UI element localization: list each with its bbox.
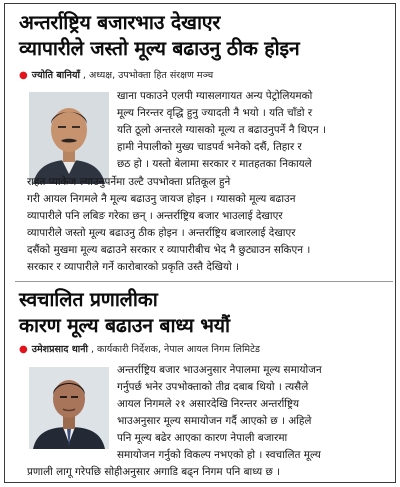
article1-body-line: व्यापारीले पनि लबिङ गरेका छन् । अन्तर्राष्ट्रिय बजार भाउलाई देखाएर: [27, 210, 283, 223]
article1-author-role: , अध्यक्ष, उपभोक्ता हित संरक्षण मञ्च: [82, 70, 214, 81]
article1-body-line: दसैंको मुखमा मूल्य बढाउने सरकार र व्यापारीबीच भेद नै छुट्याउन सकिएन ।: [27, 244, 311, 257]
newspaper-clipping: [4, 3, 396, 483]
portrait-illustration: [29, 92, 109, 184]
article1-body-line: खाना पकाउने एलपी ग्यासलगायत अन्य पेट्रोलियमको: [117, 90, 313, 102]
article2-body-line: पनि मूल्य बढेर आएका कारण नेपाली बजारमा: [117, 432, 288, 445]
article1-body-full: [27, 174, 389, 277]
bullet-dot-icon: ●: [19, 70, 28, 81]
article1-body-line: हामी नेपालीको मुख्य चाडपर्व भनेको दसैं, तिहार र: [117, 141, 302, 154]
article1-body-line: छठ हो । यस्तो बेलामा सरकार र मातहतका निकायले: [117, 158, 312, 171]
article2-author-role: , कार्यकारी निर्देशक, नेपाल आयल निगम लिमिटेड: [91, 344, 260, 355]
author-photo-jyoti-baniya: [29, 92, 109, 184]
article2-body-full: [27, 464, 389, 481]
article2-body-line: समायोजन गर्नुको विकल्प नभएको हो । स्वचालित मूल्य: [117, 449, 321, 462]
article2-body-line: प्रणाली लागू गरेपछि सोहीअनुसार अगाडि बढ्न निगम पनि बाध्य छ ।: [27, 466, 280, 478]
article1-byline: [19, 69, 213, 82]
article2-body-line: आयल निगमले २१ असारदेखि निरन्तर अन्तर्राष्ट्रिय: [117, 398, 300, 411]
author-photo-umesh-prasad-thani: [29, 367, 109, 449]
article1-body-line: गरी आयल निगमले नै मूल्य बढाउनु जायज होइन । ग्यासको मूल्य बढाउन: [27, 193, 296, 206]
article1-body-line: यति ठूलो अन्तरले ग्यासको मूल्य त बढाउनुपर्ने नै थिएन ।: [117, 124, 326, 137]
article1-headline-line1: अन्तर्राष्ट्रिय बजारभाउ देखाएर: [19, 11, 221, 34]
article2-body-line: अन्तर्राष्ट्रिय बजार भाउअनुसार नेपालमा मूल्य समायोजन: [117, 364, 322, 376]
article2-headline-line1: स्वचालित प्रणालीका: [19, 288, 158, 311]
article2-body-line: भाउअनुसार मूल्य समायोजन गर्दै आएको छ । अहिले: [117, 415, 312, 428]
section-divider: [15, 281, 393, 282]
article2-headline-line2: कारण मूल्य बढाउन बाध्य भयौं: [19, 314, 230, 337]
article1-body-line: सरकार र व्यापारीले गर्ने कारोबारको प्रकृति उस्तै देखियो ।: [27, 261, 240, 274]
article1-body-top: [117, 88, 389, 173]
article2-body-top: [117, 362, 389, 465]
article1-body-line: व्यापारीले जस्तो मूल्य बढाउनु ठीक होइन । अन्तर्राष्ट्रिय बजारलाई देखाएर: [27, 227, 296, 240]
portrait-illustration: [29, 367, 109, 449]
article1-body-line: राहत प्याकेज ल्याउनुपर्नेमा उल्टै उपभोक्ता प्रतिकूल हुने: [27, 176, 231, 188]
article2-author-name: उमेशप्रसाद थानी: [31, 344, 88, 355]
article1-author-name: ज्योति बानियाँ: [31, 70, 80, 81]
article1-body-line: मूल्य निरन्तर वृद्धि हुनु ज्यादती नै भयो । यति चाँडो र: [117, 107, 313, 120]
article2-body-line: गर्नुपर्छ भनेर उपभोक्ताको तीव्र दबाब थियो । त्यसैले: [117, 381, 309, 394]
article2-byline: [19, 343, 260, 356]
bullet-dot-icon: ●: [19, 344, 28, 355]
article1-headline-line2: व्यापारीले जस्तो मूल्य बढाउनु ठीक होइन: [19, 37, 300, 60]
